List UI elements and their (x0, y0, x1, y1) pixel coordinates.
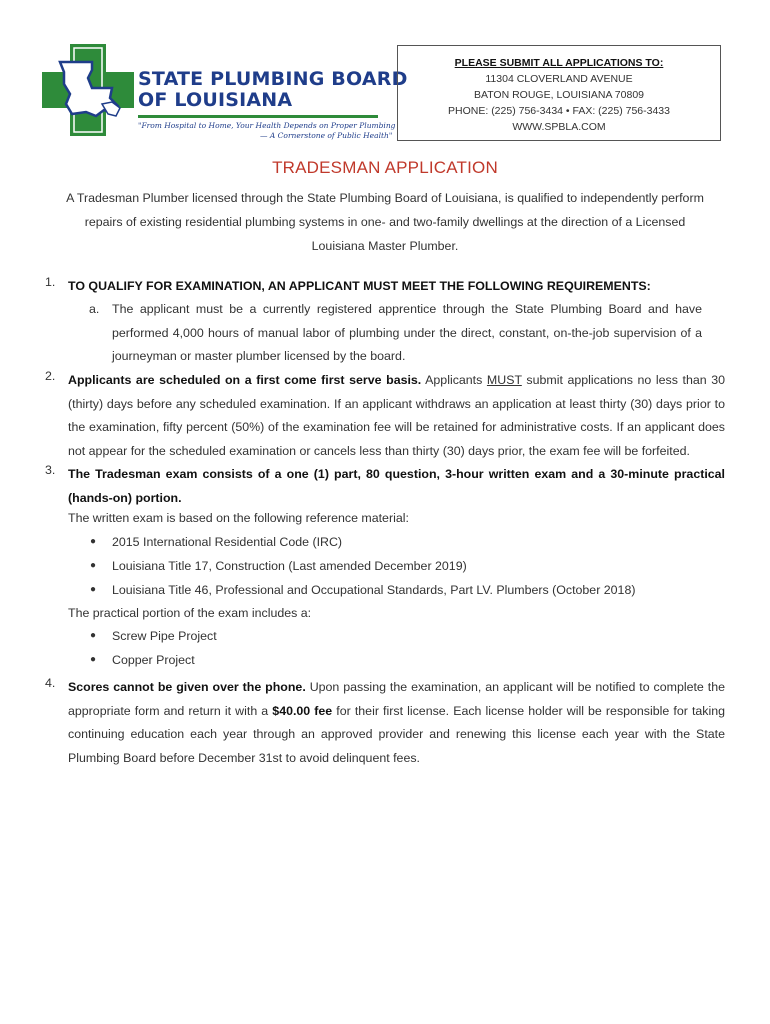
list-item: ● Louisiana Title 46, Professional and Occupational Standards, Part LV. Plumbers (October 2018) (90, 583, 636, 597)
emphasis-must: MUST (486, 373, 522, 387)
intro-line2: repairs of existing residential plumbing systems in one- and two-family dwellings at the direction of a Licensed (84, 215, 686, 229)
list-item: ● 2015 International Residential Code (IRC) (90, 535, 343, 549)
submit-address-box (397, 45, 721, 141)
logo-tagline-line1: "From Hospital to Home, Your Health Depends on Proper Plumbing (138, 121, 396, 130)
logo-title-line2: OF LOUISIANA (138, 89, 293, 111)
sub-requirement-a (89, 298, 702, 369)
item-bold-lead: The Tradesman exam consists of a one (1) part, 80 question, 3-hour written exam and a 30-minute practical (hands-on) portion. (68, 467, 725, 505)
submit-address-line1: 11304 CLOVERLAND AVENUE (485, 73, 633, 85)
list-item: ● Screw Pipe Project (90, 629, 217, 643)
sub-text: The applicant must be a currently registered apprentice through the State Plumbing Board and have performed 4,000 hours of manual labor of plumbing under the direct, constant, on-the-job supervision of a journeyman or master plumber licensed by the board. (112, 302, 702, 363)
intro-line3: Louisiana Master Plumber. (311, 239, 459, 253)
page-title: TRADESMAN APPLICATION (272, 158, 498, 177)
bullet-icon: ● (90, 654, 97, 665)
item-number: 1. (45, 275, 56, 289)
item-number: 2. (45, 369, 56, 383)
practical-exam-intro: The practical portion of the exam includes a: (68, 606, 312, 620)
logo-tagline-line2: — A Cornerstone of Public Health" (260, 131, 393, 140)
board-logo (42, 42, 408, 142)
license-fee: $40.00 fee (272, 703, 333, 718)
item-number: 3. (45, 463, 56, 477)
submit-address-line2: BATON ROUGE, LOUISIANA 70809 (473, 89, 644, 101)
bullet-icon: ● (90, 630, 97, 641)
bullet-icon: ● (90, 584, 97, 595)
sub-label: a. (89, 302, 100, 316)
item-bold-lead: Applicants are scheduled on a first come first serve basis. (68, 373, 422, 387)
written-exam-intro: The written exam is based on the following reference material: (68, 511, 409, 525)
item-number: 4. (45, 676, 56, 690)
logo-divider (138, 115, 378, 118)
item-text: Applicants are scheduled on a first come first serve basis. Applicants MUST submit applications no less than 30 (thirty) days before any scheduled examination. If an applicant withdraws an application at least thirty (30) days prior to the examination, fifty percent (50%) of the examination fee will be retained for administrative costs. If an applicant does not appear for the scheduled examination or cancels less than thirty (30) days prior, the exam fee will be forfeited. (68, 373, 725, 458)
intro-paragraph (45, 186, 725, 258)
submit-website: WWW.SPBLA.COM (512, 121, 606, 133)
bullet-icon: ● (90, 560, 97, 571)
list-item: ● Louisiana Title 17, Construction (Last amended December 2019) (90, 559, 467, 573)
submit-box-title: PLEASE SUBMIT ALL APPLICATIONS TO: (454, 57, 664, 69)
submit-phone-fax: PHONE: (225) 756-3434 • FAX: (225) 756-3433 (448, 105, 670, 117)
item-text: Scores cannot be given over the phone. Upon passing the examination, an applicant will be notified to complete the appropriate form and return it with a $40.00 fee for their first license. Each license holder will be responsible for taking continuing education each year through an approved provider and renewing this license each year with the State Plumbing Board before December 31st to avoid delinquent fees. (68, 680, 726, 765)
intro-line1: A Tradesman Plumber licensed through the State Plumbing Board of Louisiana, is qualified to independently perform (66, 191, 704, 205)
list-item: ● Copper Project (90, 653, 195, 667)
item-bold-lead: Scores cannot be given over the phone. (68, 680, 306, 694)
logo-title-line1: STATE PLUMBING BOARD (138, 68, 408, 90)
item-heading: TO QUALIFY FOR EXAMINATION, AN APPLICANT MUST MEET THE FOLLOWING REQUIREMENTS: (68, 279, 651, 293)
bullet-icon: ● (90, 536, 97, 547)
cross-state-emblem-icon (42, 44, 134, 136)
